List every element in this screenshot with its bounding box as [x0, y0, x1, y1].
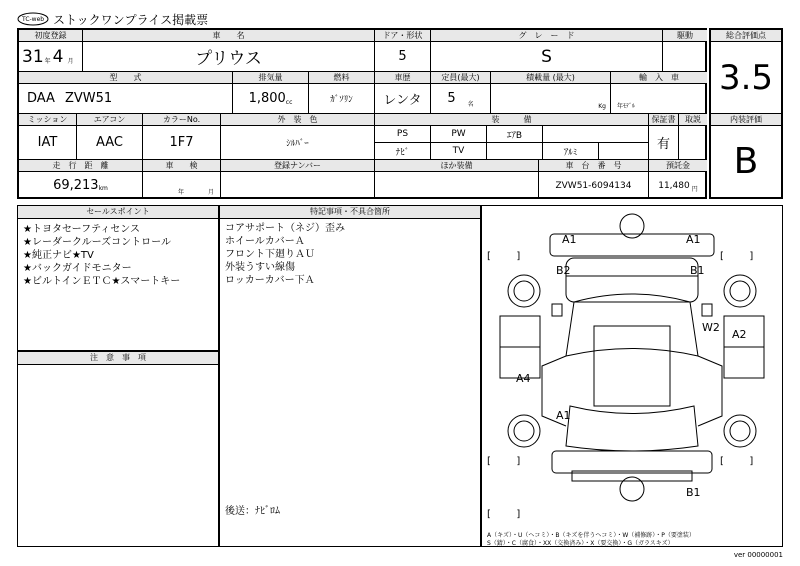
mileage-unit: km — [98, 185, 108, 192]
reg-year-unit: 年 — [44, 58, 51, 65]
sales-point: ★レーダークルーズコントロール — [23, 237, 171, 248]
damage-mark-rear-left: A1 — [556, 409, 571, 422]
reg-month: 4 — [52, 46, 64, 67]
equip-item: TV — [431, 143, 487, 160]
mileage-number: 69,213 — [53, 178, 99, 193]
special-note: ホイールカバーＡ — [225, 236, 305, 247]
sales-point: ★トヨタセーフティセンス — [23, 224, 140, 235]
grade-value: S — [431, 42, 663, 72]
label-inspection: 車 検 — [143, 160, 221, 172]
load-unit: Kg — [598, 103, 606, 110]
label-warranty: 保証書 — [649, 114, 679, 126]
bracket-bottom: [ ] — [487, 509, 521, 520]
total-score-value: 3.5 — [711, 42, 781, 114]
label-displacement: 排気量 — [233, 72, 309, 84]
logo — [17, 12, 49, 26]
displacement-value — [233, 84, 309, 114]
label-first-reg: 初度登録 — [19, 30, 83, 42]
special-note: ロッカーカバー下Ａ — [225, 275, 315, 286]
label-mileage: 走 行 距 離 — [19, 160, 143, 172]
capacity-number: 5 — [447, 91, 456, 106]
label-price: 預託金 — [649, 160, 707, 172]
label-car-type: 車歴 — [375, 72, 431, 84]
manual-value — [679, 126, 707, 160]
mileage-value — [19, 172, 143, 199]
fuel-value: ｶﾞｿﾘﾝ — [309, 84, 375, 114]
displacement-unit: cc — [285, 99, 293, 106]
label-import: 輸 入 車 — [611, 72, 707, 84]
equip-item: PW — [431, 126, 487, 143]
equip-item: PS — [375, 126, 431, 143]
legend-line-1: A（キズ）・U（ヘコミ）・B（キズを伴うヘコミ）・W（補修跡）・P（要塗装） — [487, 532, 695, 539]
special-note: 外装うすい線傷 — [225, 262, 295, 273]
notes-section — [17, 351, 219, 547]
special-notes-header: 特記事項・不具合箇所 — [220, 206, 480, 219]
color-value: ｼﾙﾊﾞｰ — [221, 126, 375, 160]
other-equip-value — [375, 172, 539, 199]
sales-point: ★バックガイドモニター — [23, 263, 132, 274]
model-prefix: DAA — [27, 91, 55, 106]
damage-mark-left-rocker: A4 — [516, 372, 531, 385]
bracket-left: [ ] — [487, 251, 521, 262]
drive-value — [663, 42, 707, 72]
legend-line-2: S（錆）・C（腐食）・XX（交換済み）・X（要交換）・G（ガラスキズ） — [487, 540, 674, 547]
info-table — [17, 28, 707, 199]
interior-score-value: B — [733, 141, 759, 182]
label-color-no: カラーNo. — [143, 114, 221, 126]
model-value — [19, 84, 233, 114]
label-doors: ドア・形状 — [375, 30, 431, 42]
label-grade: グ レ ー ド — [431, 30, 663, 42]
label-mission: ミッション — [19, 114, 77, 126]
doors-value: 5 — [375, 42, 431, 72]
special-notes-section — [219, 205, 481, 547]
special-footer: 後送：ﾅﾋﾞﾛﾑ — [225, 506, 280, 517]
plate-value — [221, 172, 375, 199]
damage-mark-front-right: A1 — [686, 233, 701, 246]
price-number: 11,480 — [658, 180, 690, 191]
insp-month-unit: 月 — [207, 189, 214, 196]
damage-mark-right-side: A2 — [732, 328, 747, 341]
equip-item-empty — [487, 143, 543, 160]
damage-map-section — [481, 205, 783, 547]
label-car-name: 車 名 — [83, 30, 375, 42]
equip-item: ｴｱB — [487, 126, 543, 143]
equip-item-empty — [543, 126, 649, 143]
bracket-right: [ ] — [720, 251, 754, 262]
car-type-value: レンタ — [375, 84, 431, 114]
equip-item: ｱﾙﾐ — [543, 143, 599, 160]
special-note: コアサポート（ネジ）歪み — [225, 223, 345, 234]
sales-points-header: セールスポイント — [18, 206, 218, 219]
sales-points-section — [17, 205, 219, 351]
insp-year-unit: 年 — [177, 189, 184, 196]
capacity-unit: 名 — [467, 101, 474, 108]
displacement-number: 1,800 — [248, 91, 286, 106]
sales-point: ★ビルトインＥＴＣ★スマートキー — [23, 276, 181, 287]
notes-header: 注 意 事 項 — [18, 352, 218, 365]
color-no-value: 1F7 — [143, 126, 221, 160]
damage-mark-rear: B1 — [686, 486, 701, 499]
warranty-value: 有 — [649, 126, 679, 160]
label-other-equip: ほか装備 — [375, 160, 539, 172]
price-value — [649, 172, 707, 199]
label-exterior: 外 装 色 — [221, 114, 375, 126]
label-manual: 取説 — [679, 114, 707, 126]
label-equipment: 装 備 — [375, 114, 649, 126]
logo-icon — [17, 12, 49, 26]
price-unit: 円 — [691, 186, 698, 193]
label-total-score: 総合評価点 — [711, 30, 781, 42]
label-fuel: 燃料 — [309, 72, 375, 84]
label-load: 積載量 (最大) — [491, 72, 611, 84]
version-label: ver 00000001 — [733, 551, 783, 559]
equip-item-empty — [599, 143, 649, 160]
aircon-value: AAC — [77, 126, 143, 160]
equip-item: ﾅﾋﾞ — [375, 143, 431, 160]
damage-mark-left-fender: B2 — [556, 264, 571, 277]
label-capacity: 定員(最大) — [431, 72, 491, 84]
damage-mark-right-fender: B1 — [690, 264, 705, 277]
car-name-value: プリウス — [83, 42, 375, 72]
inspection-value — [143, 172, 221, 199]
label-model: 型 式 — [19, 72, 233, 84]
bracket-right-rear: [ ] — [720, 456, 754, 467]
import-value — [611, 84, 707, 114]
page-title: ストックワンプライス掲載票 — [53, 13, 209, 27]
load-value — [491, 84, 611, 114]
capacity-value — [431, 84, 491, 114]
label-plate: 登録ナンバー — [221, 160, 375, 172]
label-interior-score: 内装評価 — [711, 114, 781, 126]
score-box — [709, 28, 783, 199]
damage-mark-front-left: A1 — [562, 233, 577, 246]
bracket-left-rear: [ ] — [487, 456, 521, 467]
label-chassis: 車 台 番 号 — [539, 160, 649, 172]
mission-value: IAT — [19, 126, 77, 160]
first-reg-value — [19, 42, 83, 72]
reg-year: 31 — [22, 46, 44, 67]
model-code: ZVW51 — [64, 91, 113, 106]
damage-mark-right-door: W2 — [702, 321, 720, 334]
logo-text: TC-web — [22, 16, 45, 23]
chassis-value: ZVW51-6094134 — [539, 172, 649, 199]
special-note: フロント下廻りＡＵ — [225, 249, 315, 260]
sales-point: ★純正ナビ★TV — [23, 250, 94, 261]
label-aircon: エアコン — [77, 114, 143, 126]
import-unit: 年ﾓﾃﾞﾙ — [617, 103, 636, 110]
reg-month-unit: 月 — [67, 58, 74, 65]
label-drive: 駆動 — [663, 30, 707, 42]
